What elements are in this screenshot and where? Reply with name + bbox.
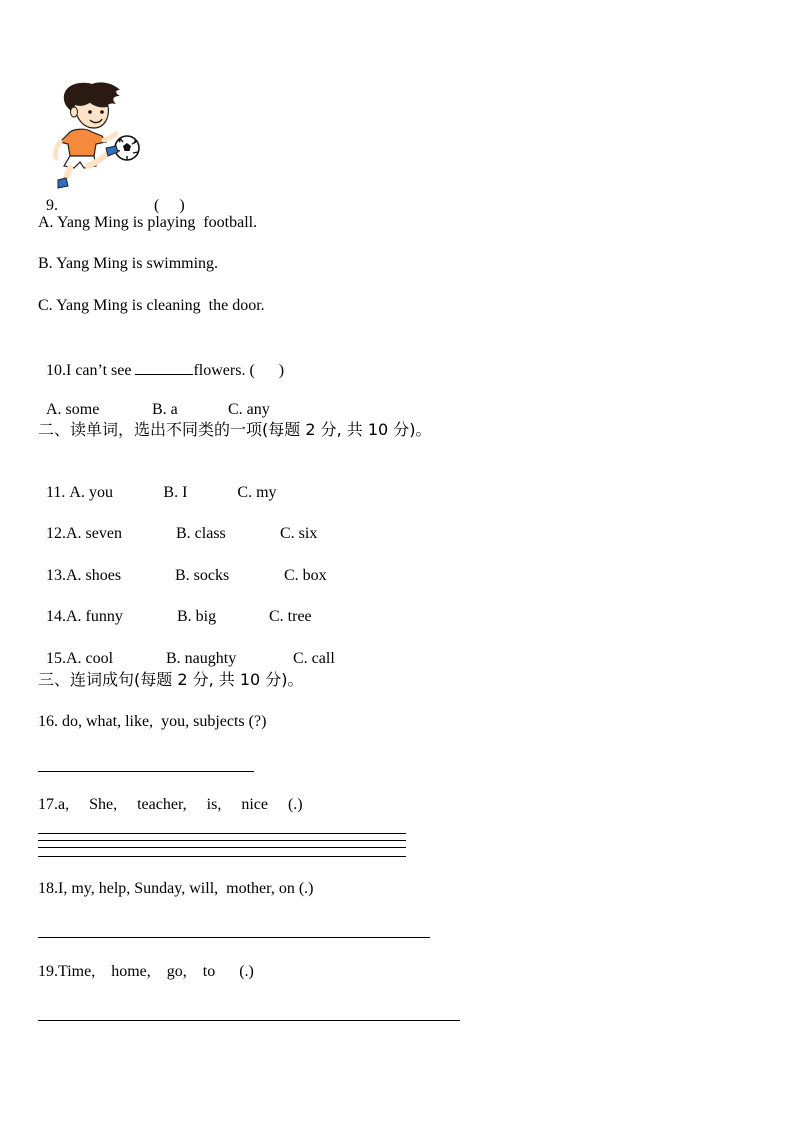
option-b: B. class [176,525,226,542]
writing-line [38,833,406,834]
question-12 [38,504,317,544]
answer-parentheses: ( ) [154,197,185,214]
option-c: C. six [280,525,318,542]
question-15 [38,629,335,669]
option-a: A. cool [66,650,114,667]
q9-option-a: A. Yang Ming is playing football. [38,214,258,231]
question-number: 11. [46,484,70,501]
question-10 [38,338,284,381]
option-c: C. box [284,567,327,584]
question-number: 14. [46,608,66,625]
section-3-heading: 三、连词成句(每题 2 分, 共 10 分)。 [38,670,304,689]
section-2-heading: 二、读单词，选出不同类的一项(每题 2 分, 共 10 分)。 [38,420,432,439]
option-c: C. tree [269,608,312,625]
question-number: 13. [46,567,66,584]
option-b: B. big [177,608,217,625]
answer-line [38,1020,460,1021]
answer-line [38,937,430,938]
q10-option-b: B. a [152,401,178,418]
writing-line [38,856,406,857]
boy-playing-football-illustration [50,78,146,190]
option-b: B. naughty [166,650,237,667]
question-17: 17.a, She, teacher, is, nice (.) [38,796,303,813]
question-9 [38,176,185,216]
option-c: C. my [237,484,277,501]
question-19: 19.Time, home, go, to (.) [38,963,254,980]
q10-options [38,380,270,420]
writing-line [38,847,406,848]
writing-line [38,840,406,841]
question-number: 15. [46,650,66,667]
option-a: A. you [69,484,113,501]
answer-line [38,771,254,772]
question-number: 12. [46,525,66,542]
option-a: A. shoes [66,567,122,584]
question-16: 16. do, what, like, you, subjects (?) [38,713,267,730]
question-13 [38,546,327,586]
q10-option-c: C. any [228,401,270,418]
question-10-text-before: 10.I can’t see [46,362,136,379]
option-a: A. seven [66,525,122,542]
question-10-text-after: flowers. ( ) [193,362,285,379]
option-b: B. socks [175,567,230,584]
q10-option-a: A. some [46,401,100,418]
option-c: C. call [293,650,335,667]
question-14 [38,587,312,627]
question-11 [38,463,277,503]
q9-option-b: B. Yang Ming is swimming. [38,255,219,272]
option-b: B. I [163,484,188,501]
question-18: 18.I, my, help, Sunday, will, mother, on (.) [38,880,314,897]
fill-in-blank [135,358,193,375]
q9-option-c: C. Yang Ming is cleaning the door. [38,297,265,314]
question-number: 9. [46,197,58,214]
option-a: A. funny [66,608,123,625]
football-icon [115,136,139,160]
